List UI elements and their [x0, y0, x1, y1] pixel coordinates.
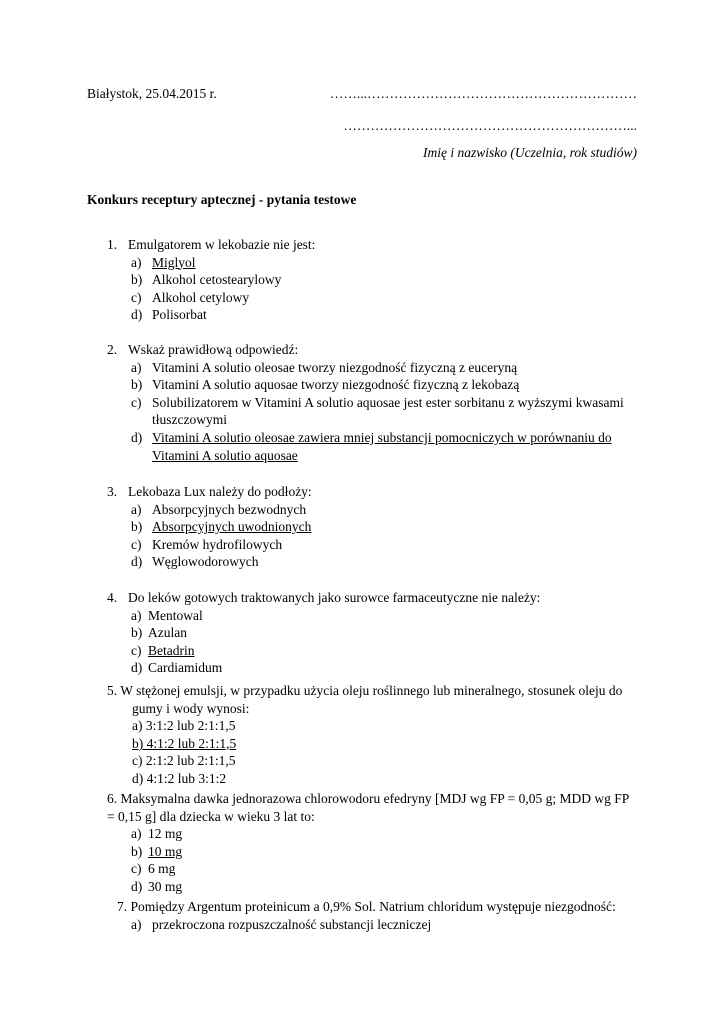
question-number: 4. [107, 590, 118, 605]
question-6 [87, 790, 677, 896]
question-text: 7. Pomiędzy Argentum proteinicum a 0,9% Sol. Natrium chloridum występuje niezgodność: [117, 899, 616, 914]
question-7 [87, 898, 677, 933]
question-text: Do leków gotowych traktowanych jako surowce farmaceutyczne nie należy: [128, 590, 541, 605]
answer-option: c) Alkohol cetylowy [131, 289, 250, 305]
answer-option: b) Vitamini A solutio aquosae tworzy niezgodność fizyczną z lekobazą [131, 377, 520, 393]
answer-option: c) Solubilizatorem w Vitamini A solutio aquosae jest ester sorbitanu z wyższymi kwasami tłuszczowymi [131, 394, 624, 428]
question-1 [87, 236, 647, 324]
answer-option: d) Vitamini A solutio oleosae zawiera mniej substancji pomocniczych w porównaniu do Vitamini A solutio aquosae [131, 429, 612, 463]
question-number: 2. [107, 342, 118, 357]
question-text: Lekobaza Lux należy do podłoży: [128, 484, 312, 499]
answer-option: d) Polisorbat [131, 307, 207, 323]
document-title: Konkurs receptury aptecznej - pytania testowe [87, 192, 357, 207]
answer-option: a) 12 mg [131, 826, 183, 842]
question-number: 1. [107, 237, 118, 252]
answer-option: a) Vitamini A solutio oleosae tworzy niezgodność fizyczną z euceryną [131, 359, 518, 375]
answer-option: a) Miglyol [131, 254, 196, 270]
answer-option: d) Cardiamidum [131, 660, 223, 676]
question-text: 5. W stężonej emulsji, w przypadku użycia oleju roślinnego lub mineralnego, stosunek oleju do [107, 683, 623, 698]
question-4 [87, 589, 647, 677]
answer-option: a) przekroczona rozpuszczalność substancji leczniczej [131, 916, 432, 932]
answer-option: a) Mentowal [131, 607, 203, 623]
question-number: 3. [107, 484, 118, 499]
answer-option: c) 2:1:2 lub 2:1:1,5 [132, 753, 236, 769]
correct-answer: Miglyol [152, 254, 196, 270]
correct-answer: Betadrin [148, 642, 195, 658]
place-date: Białystok, 25.04.2015 r. [87, 86, 217, 101]
name-dotted-line-2: ………………………………………………………... [343, 118, 637, 133]
question-text-continued: = 0,15 g] dla dziecka w wieku 3 lat to: [107, 808, 315, 824]
question-text: Emulgatorem w lekobazie nie jest: [128, 237, 316, 252]
answer-option: a) 3:1:2 lub 2:1:1,5 [132, 718, 236, 734]
answer-option: d) 30 mg [131, 878, 183, 894]
answer-option: b) 10 mg [131, 843, 183, 859]
answer-option: c) 6 mg [131, 861, 176, 877]
answer-option: c) Kremów hydrofilowych [131, 536, 283, 552]
answer-option: c) Betadrin [131, 642, 195, 658]
name-dotted-line-1: ……...…………………………………………………… [329, 86, 637, 101]
correct-answer: b) 4:1:2 lub 2:1:1,5 [132, 735, 237, 751]
question-text-continued: gumy i wody wynosi: [132, 700, 250, 716]
question-5 [87, 682, 667, 788]
answer-option: b) Absorpcyjnych uwodnionych [131, 519, 312, 535]
question-text: Wskaż prawidłową odpowiedź: [128, 342, 299, 357]
question-text: 6. Maksymalna dawka jednorazowa chlorowodoru efedryny [MDJ wg FP = 0,05 g; MDD wg FP [107, 791, 630, 806]
correct-answer: 10 mg [148, 843, 183, 859]
question-2 [87, 341, 647, 464]
correct-answer: Vitamini A solutio oleosae zawiera mniej substancji pomocniczych w porównaniu do Vitamini A solutio aquosae [152, 429, 612, 463]
correct-answer: Absorpcyjnych uwodnionych [152, 519, 312, 535]
signature-caption: Imię i nazwisko (Uczelnia, rok studiów) [423, 145, 637, 160]
question-3 [87, 483, 647, 571]
answer-option: b) Azulan [131, 625, 187, 641]
answer-option: b) Alkohol cetostearylowy [131, 272, 282, 288]
answer-option: d) Węglowodorowych [131, 554, 259, 570]
answer-option: a) Absorpcyjnych bezwodnych [131, 501, 307, 517]
answer-option: d) 4:1:2 lub 3:1:2 [132, 770, 227, 786]
